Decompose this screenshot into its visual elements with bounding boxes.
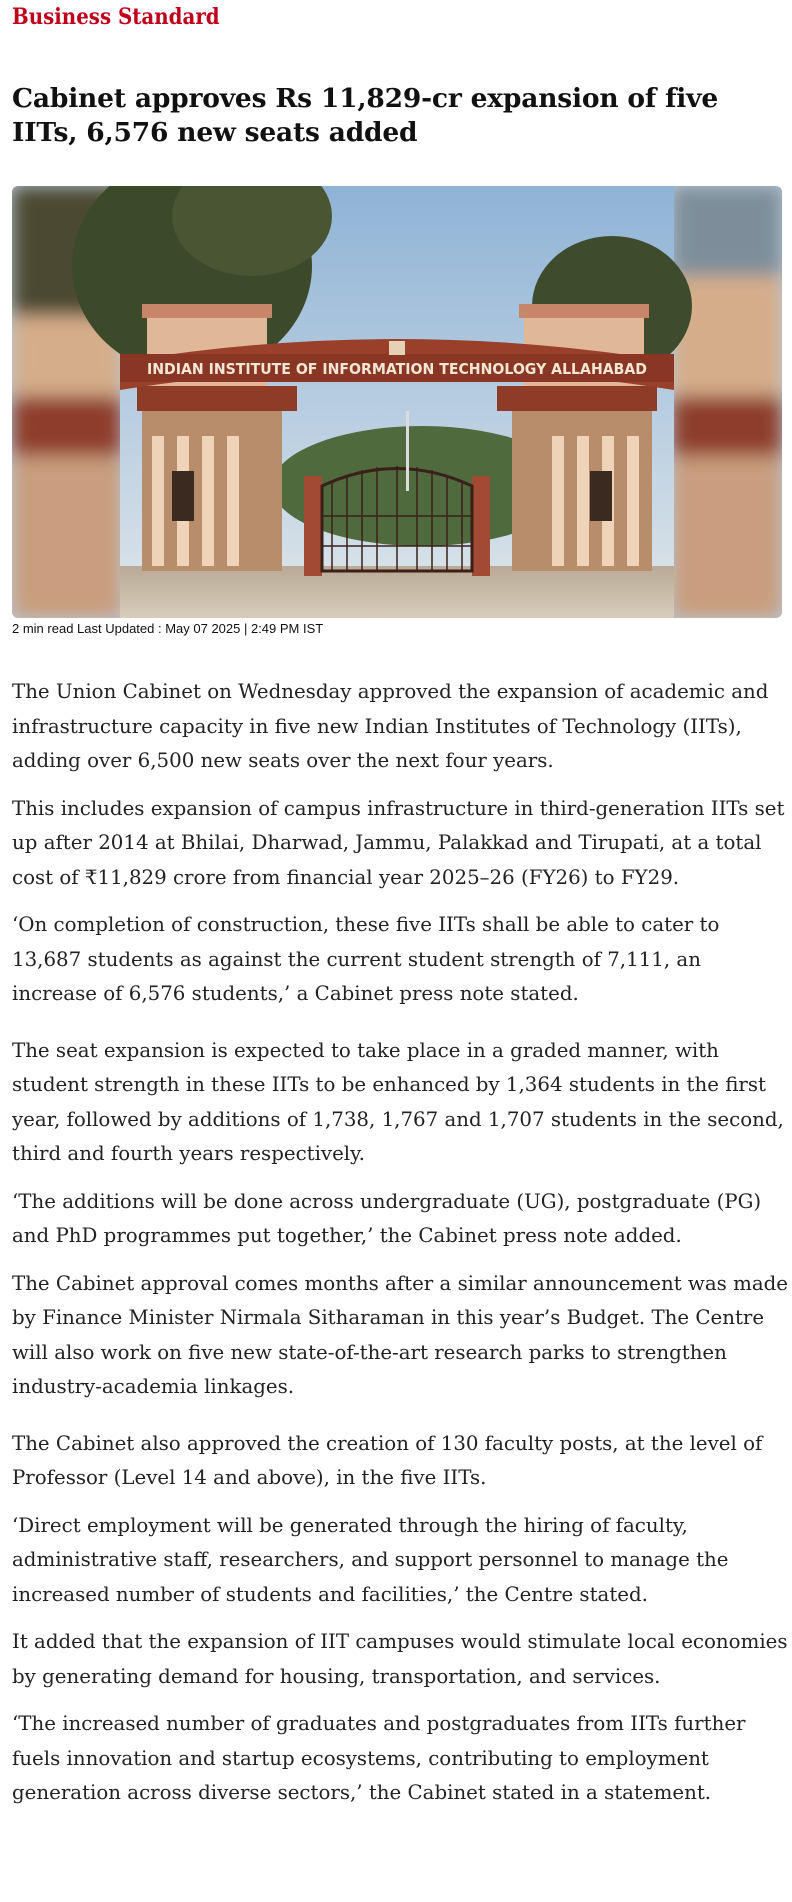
article-meta: 2 min read Last Updated : May 07 2025 | 2:49 PM IST [12,621,324,636]
article-paragraph: It added that the expansion of IIT campuses would stimulate local economies by generating demand for housing, transportation, and services. [12,1630,788,1688]
article-paragraph: The Cabinet also approved the creation of 130 faculty posts, at the level of Professor (Level 14 and above), in the five IITs. [12,1431,763,1489]
campus-gate-photo [72,186,692,618]
article-paragraph: The seat expansion is expected to take place in a graded manner, with student strength in these IITs to be enhanced by 1,364 students in the first year, followed by additions of 1,738, 1,767 and 1,707 students in the second, third and fourth years respectively. [12,1038,784,1165]
site-logo[interactable]: Business Standard [12,4,220,30]
article-headline: Cabinet approves Rs 11,829-cr expansion of five IITs, 6,576 new seats added [12,83,719,148]
article-paragraph: ‘The increased number of graduates and postgraduates from IITs further fuels innovation and startup ecosystems, contributing to employment generation across diverse sectors,’ the Cabinet stated in a statement. [12,1712,746,1804]
article-body [12,675,792,1824]
article-paragraph: ‘On completion of construction, these five IITs shall be able to cater to 13,687 students as against the current student strength of 7,111, an increase of 6,576 students,’ a Cabinet press note stated. [12,913,720,1005]
hero-image [12,186,782,618]
article-paragraph: The Union Cabinet on Wednesday approved the expansion of academic and infrastructure capacity in five new Indian Institutes of Technology (IITs), adding over 6,500 new seats over the next four years. [12,680,769,772]
article-paragraph: ‘The additions will be done across undergraduate (UG), postgraduate (PG) and PhD programmes put together,’ the Cabinet press note added. [12,1189,762,1247]
article-paragraph: This includes expansion of campus infrastructure in third-generation IITs set up after 2014 at Bhilai, Dharwad, Jammu, Palakkad and Tirupati, at a total cost of ₹11,829 crore from financial year 2025–26 (FY26) to FY29. [12,796,785,889]
article-paragraph: ‘Direct employment will be generated through the hiring of faculty, administrative staff, researchers, and support personnel to manage the increased number of students and facilities,’ the Centre stated. [12,1513,729,1606]
blurred-side-panel-right [672,186,782,618]
article-paragraph: The Cabinet approval comes months after a similar announcement was made by Finance Minister Nirmala Sitharaman in this year’s Budget. The Centre will also work on five new state-of-the-art research parks to strengthen industry-academia linkages. [12,1271,789,1398]
gate-sign-text: INDIAN INSTITUTE OF INFORMATION TECHNOLOGY ALLAHABAD [147,360,647,378]
